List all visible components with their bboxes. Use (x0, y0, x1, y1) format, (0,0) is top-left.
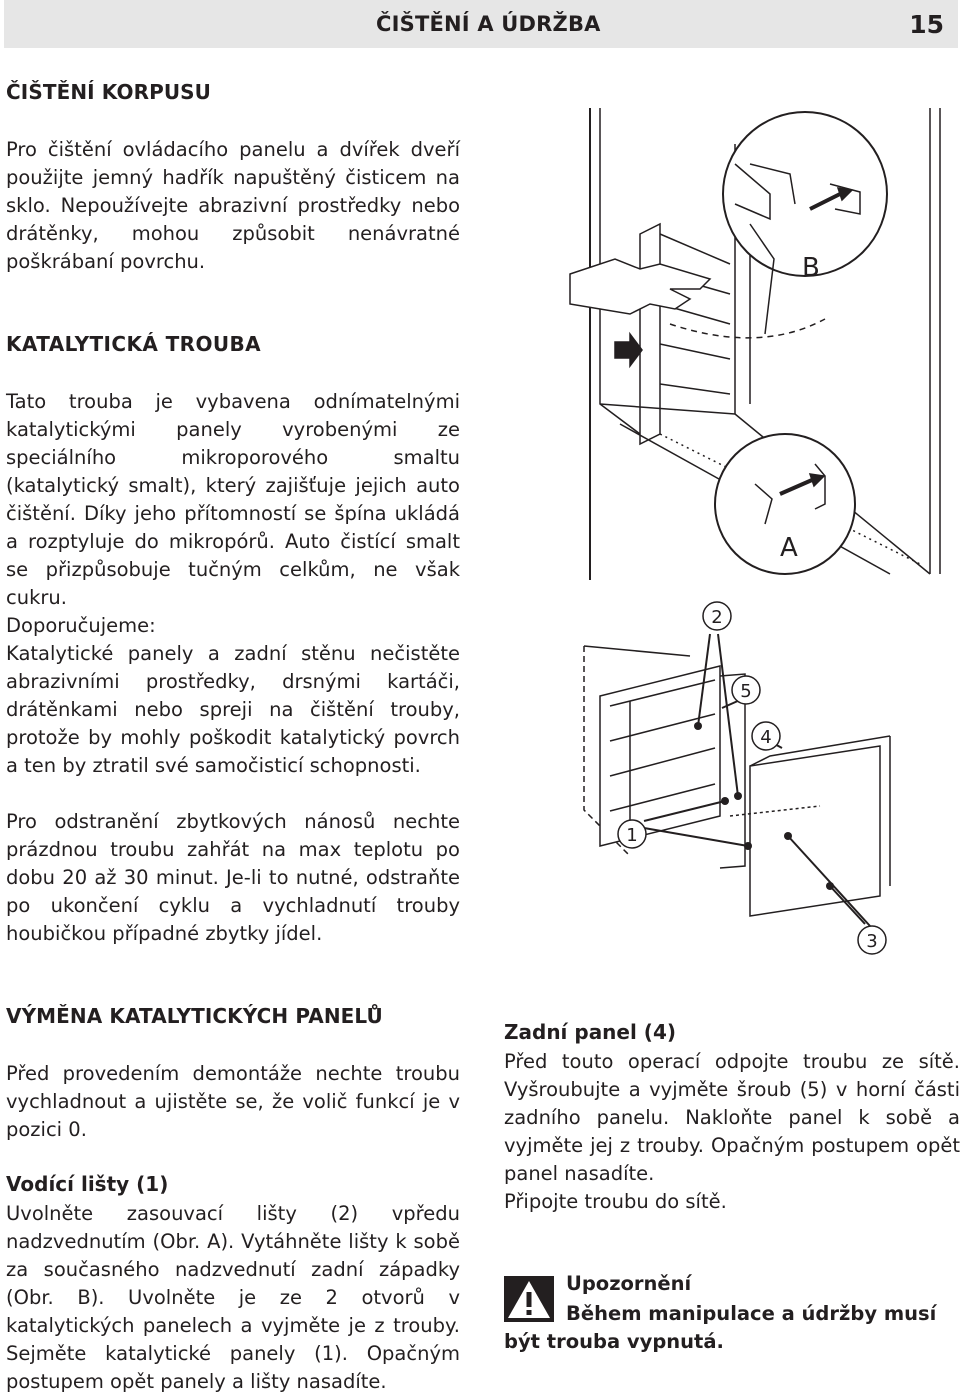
rails-paragraph: Uvolněte zasouvací lišty (2) vpředu nadzvednutím (Obr. A). Vytáhněte lišty k sobě za současného nadzvednutí zadní západky (Obr. B). Uvolněte je ze 2 otvorů v katalytických panelech a vyjměte je z trouby. Sejměte katalytické panely (1). Opačným postupem opět panely a lišty nasadíte. (6, 1202, 460, 1393)
warning-text: Během manipulace a údržby musí být trouba vypnutá. (504, 1302, 937, 1353)
back-panel-heading: Zadní panel (4) (504, 1020, 677, 1044)
section-heading-catalytic: KATALYTICKÁ TROUBA (6, 332, 262, 356)
callout-5: 5 (740, 681, 752, 702)
catalytic-paragraph: Tato trouba je vybavena odnímatelnými katalytickými panely vyrobenými ze speciálního mikroporového smaltu (katalytický smalt), který zajišťuje jejich auto čištění. Díky jeho přítomností se špína ukládá a rozptyluje do mikropórů. Auto čistící smalt se přizpůsobuje tučným celkům, ne však cukru. (6, 390, 460, 609)
back-panel-reconnect: Připojte troubu do sítě. (504, 1190, 727, 1213)
cabinet-paragraph: Pro čištění ovládacího panelu a dvířek dveří použijte jemný hadřík napuštěný čisticem na sklo. Nepoužívejte abrazivní prostředky nebo drátěnky, mohou způsobit nenávratné poškrábaní povrchu. (6, 138, 460, 273)
rails-heading: Vodící lišty (1) (6, 1172, 169, 1196)
recommend-paragraph: Katalytické panely a zadní stěnu nečistěte abrazivními prostředky, drsnými kartáči, drátěnkami nebo spreji na čištění trouby, protože by mohly poškodit katalytický povrch a ten by ztratil své samočisticí schopnosti. (6, 642, 460, 777)
recommend-label: Doporučujeme: (6, 614, 156, 637)
section-heading-cabinet: ČIŠTĚNÍ KORPUSU (6, 80, 212, 104)
callout-4: 4 (760, 727, 772, 748)
residue-paragraph: Pro odstranění zbytkových nánosů nechte prázdnou troubu zahřát na max teplotu po dobu 20 až 30 minut. Je-li to nutné, odstraňte po ukončení cyklu a vychladnutí trouby houbičkou případné zbytky jídel. (6, 810, 460, 945)
replace-intro: Před provedením demontáže nechte troubu vychladnout a ujistěte se, že volič funkcí je v pozici 0. (6, 1062, 460, 1141)
callout-3: 3 (866, 931, 878, 952)
catalytic-panels-figure (570, 596, 910, 960)
oven-rail-figure (560, 104, 960, 584)
callout-1: 1 (626, 825, 638, 846)
callout-2: 2 (711, 607, 723, 628)
figure-label-a: A (780, 533, 798, 563)
section-heading-replace: VÝMĚNA KATALYTICKÝCH PANELŮ (6, 1004, 383, 1028)
back-panel-paragraph: Před touto operací odpojte troubu ze sítě. Vyšroubujte a vyjměte šroub (5) v horní části zadního panelu. Nakloňte panel k sobě a vyjměte jej z trouby. Opačným postupem opět panel nasadíte. (504, 1050, 960, 1185)
page-number: 15 (909, 10, 944, 39)
chapter-title: ČIŠTĚNÍ A ÚDRŽBA (376, 12, 601, 36)
warning-title: Upozornění (566, 1272, 692, 1295)
figure-label-b: B (802, 253, 820, 283)
